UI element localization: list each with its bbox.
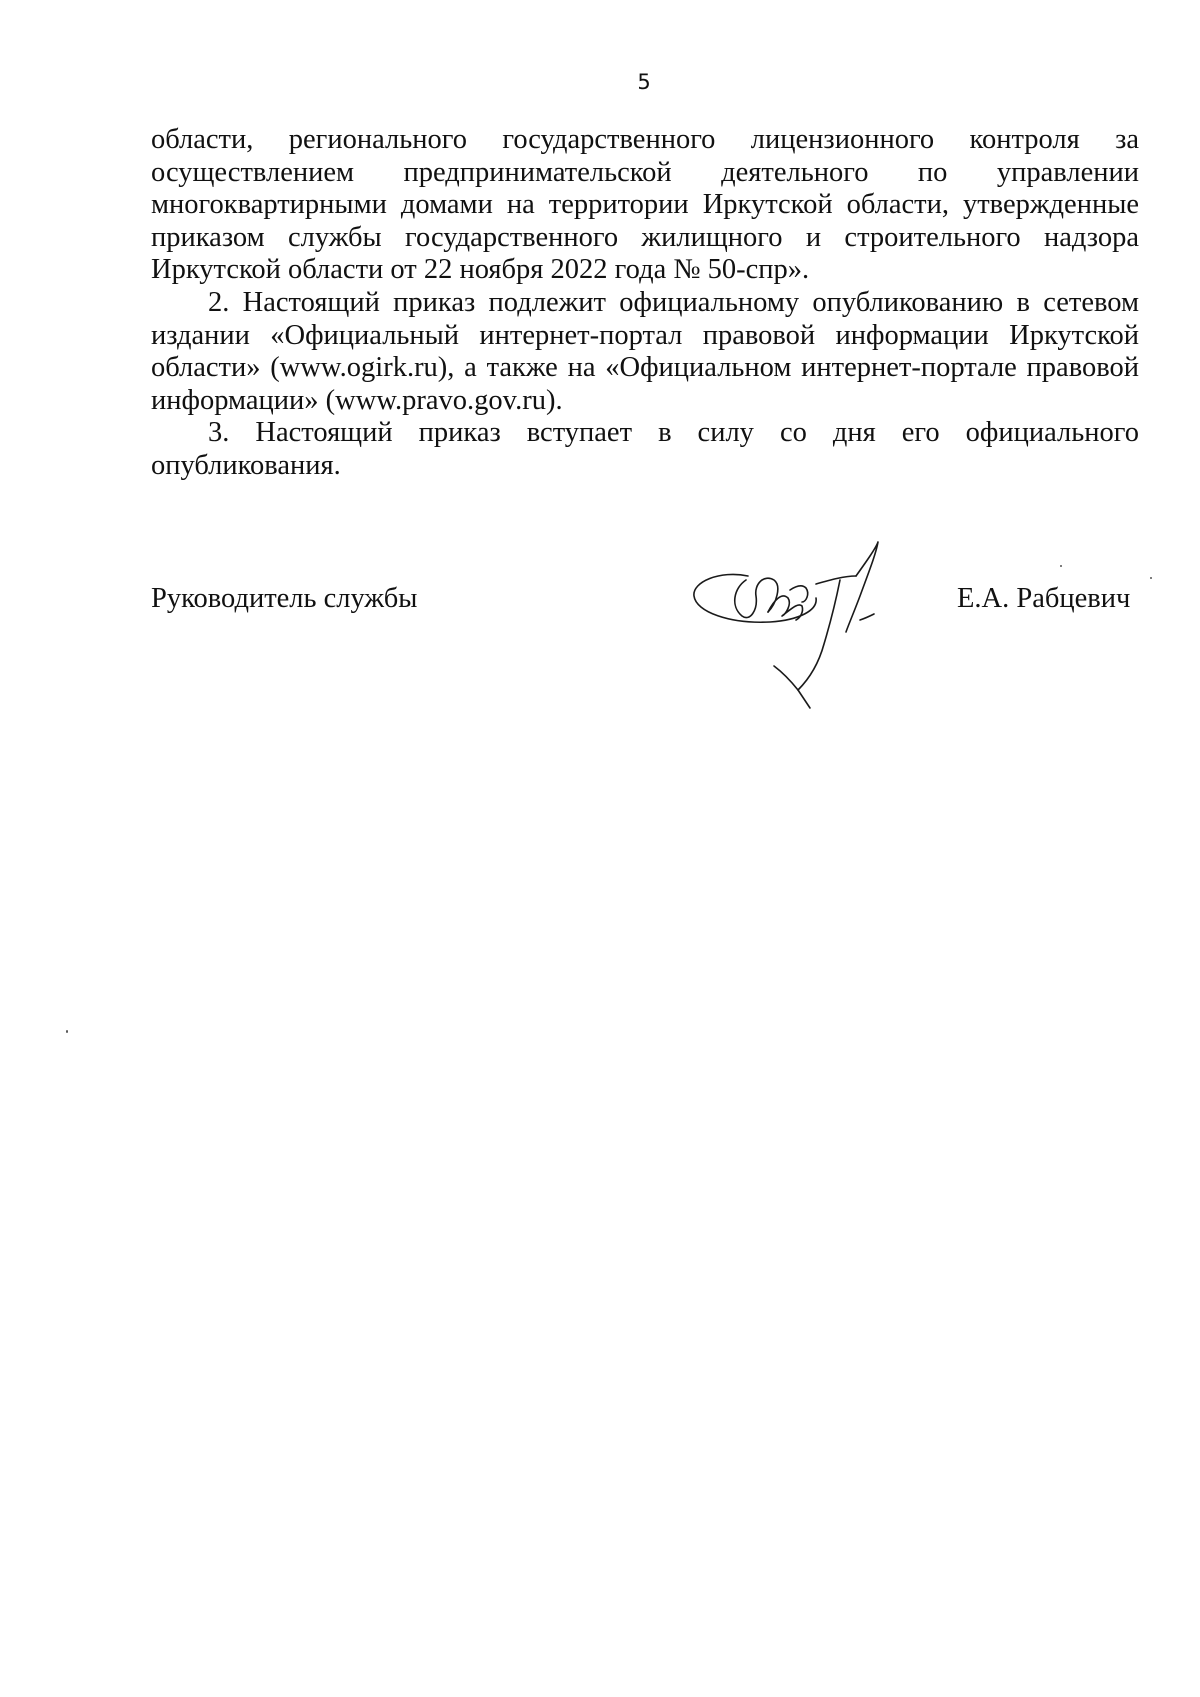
scan-speck xyxy=(1060,565,1062,567)
paragraph-publication: 2. Настоящий приказ подлежит официальному опубликованию в сетевом издании «Официальный интернет-портал правовой информации Иркутской области» (www.ogirk.ru), а также на «Официальном интернет-портале правовой информации» (www.pravo.gov.ru). xyxy=(151,286,1139,416)
document-body xyxy=(151,124,1139,483)
signer-name: Е.А. Рабцевич xyxy=(957,583,1131,614)
handwritten-signature xyxy=(690,540,920,710)
scan-speck xyxy=(66,1030,68,1033)
paragraph-effective-date: 3. Настоящий приказ вступает в силу со дня его официального опубликования. xyxy=(151,417,1139,481)
signer-position: Руководитель службы xyxy=(151,583,418,614)
page-number: 5 xyxy=(637,70,651,94)
scan-speck xyxy=(1150,577,1152,579)
paragraph-continuation: области, регионального государственного лицензионного контроля за осуществлением предпринимательской деятельного по управлении многоквартирными домами на территории Иркутской области, утвержденные приказом службы государственного жилищного и строительного надзора Иркутской области от 22 ноября 2022 года № 50-спр». xyxy=(151,124,1139,286)
